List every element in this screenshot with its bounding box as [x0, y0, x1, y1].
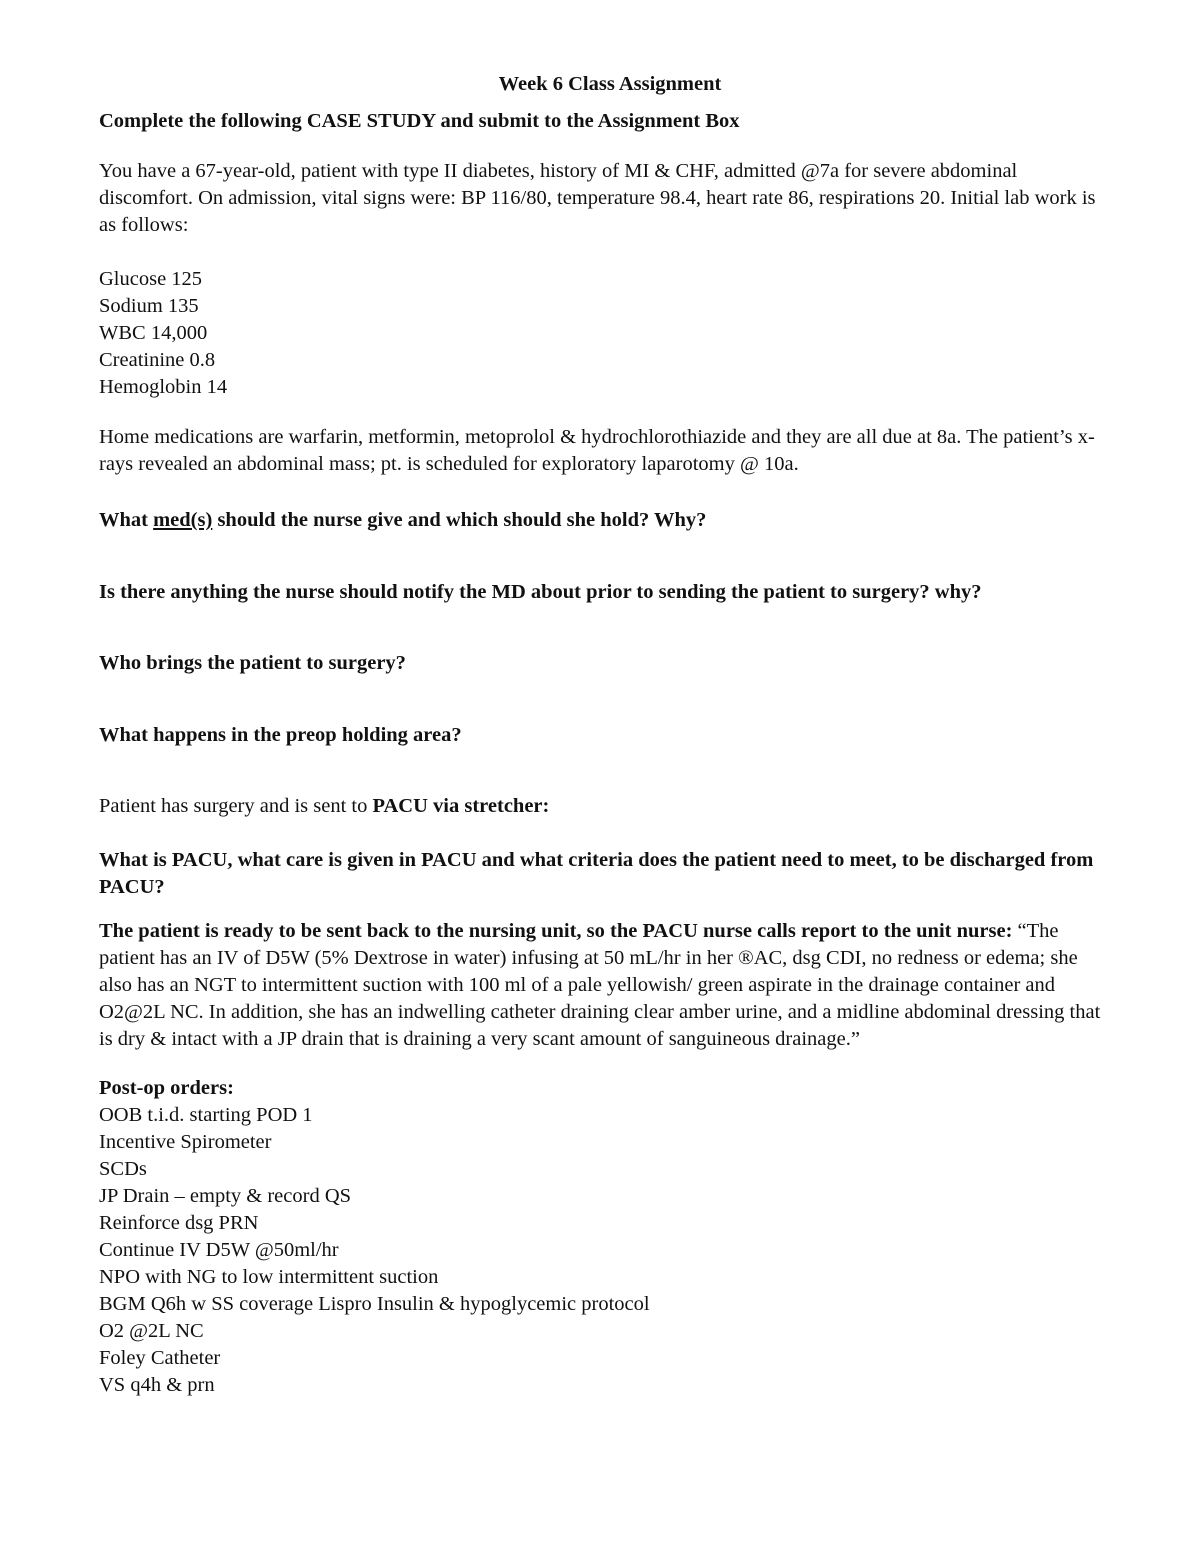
question-pacu: What is PACU, what care is given in PACU and what criteria does the patient need to meet, to be discharged from PACU? [99, 849, 1094, 898]
instruction-heading: Complete the following CASE STUDY and submit to the Assignment Box [99, 110, 740, 132]
postop-order-item: NPO with NG to low intermittent suction [99, 1266, 439, 1288]
postop-order-item: Continue IV D5W @50ml/hr [99, 1239, 339, 1261]
postop-orders-list [99, 1102, 1109, 1399]
lab-result-item: WBC 14,000 [99, 322, 208, 344]
lab-result-item: Hemoglobin 14 [99, 376, 228, 398]
postop-order-item: VS q4h & prn [99, 1374, 215, 1396]
lab-result-item: Creatinine 0.8 [99, 349, 216, 371]
question-text: should the nurse give and which should she hold? Why? [212, 509, 707, 531]
surgery-paragraph [99, 793, 1109, 820]
postop-order-item: OOB t.i.d. starting POD 1 [99, 1104, 313, 1126]
question-who-brings: Who brings the patient to surgery? [99, 652, 406, 674]
report-paragraph [99, 918, 1109, 1053]
report-bold-text: The patient is ready to be sent back to the nursing unit, so the PACU nurse calls report to the unit nurse: [99, 920, 1013, 942]
surgery-bold-text: PACU via stretcher: [372, 795, 550, 817]
postop-order-item: Reinforce dsg PRN [99, 1212, 259, 1234]
postop-heading: Post-op orders: [99, 1077, 234, 1099]
document-title: Week 6 Class Assignment [498, 73, 722, 95]
postop-order-item: JP Drain – empty & record QS [99, 1185, 352, 1207]
lab-results-list [99, 266, 1109, 401]
question-medications [99, 507, 1109, 534]
medications-paragraph: Home medications are warfarin, metformin, metoprolol & hydrochlorothiazide and they are all due at 8a. The patient’s x-rays revealed an abdominal mass; pt. is scheduled for exploratory laparotomy @ 10a. [99, 426, 1095, 475]
postop-order-item: O2 @2L NC [99, 1320, 204, 1342]
question-text: What [99, 509, 154, 531]
intro-paragraph: You have a 67-year-old, patient with type II diabetes, history of MI & CHF, admitted @7a for severe abdominal discomfort. On admission, vital signs were: BP 116/80, temperature 98.4, heart rate 86, respirations 20. Initial lab work is as follows: [99, 160, 1096, 236]
question-notify-md: Is there anything the nurse should notify the MD about prior to sending the patient to surgery? why? [99, 581, 982, 603]
document-page [99, 71, 1109, 1399]
postop-order-item: BGM Q6h w SS coverage Lispro Insulin & hypoglycemic protocol [99, 1293, 650, 1315]
question-preop-holding: What happens in the preop holding area? [99, 724, 462, 746]
postop-order-item: SCDs [99, 1158, 147, 1180]
surgery-text: Patient has surgery and is sent to [99, 795, 373, 817]
postop-order-item: Foley Catheter [99, 1347, 221, 1369]
question-underlined-text: med(s) [153, 509, 213, 531]
lab-result-item: Sodium 135 [99, 295, 199, 317]
postop-order-item: Incentive Spirometer [99, 1131, 272, 1153]
lab-result-item: Glucose 125 [99, 268, 203, 290]
report-text: “The patient has an IV of D5W (5% Dextrose in water) infusing at 50 mL/hr in her ®AC, dsg CDI, no redness or edema; she also has an NGT to intermittent suction with 100 ml of a pale yellowish/ green aspirate in the drainage container and O2@2L NC. In addition, she has an indwelling catheter draining clear amber urine, and a midline abdominal dressing that is dry & intact with a JP drain that is draining a very scant amount of sanguineous drainage.” [99, 920, 1101, 1050]
